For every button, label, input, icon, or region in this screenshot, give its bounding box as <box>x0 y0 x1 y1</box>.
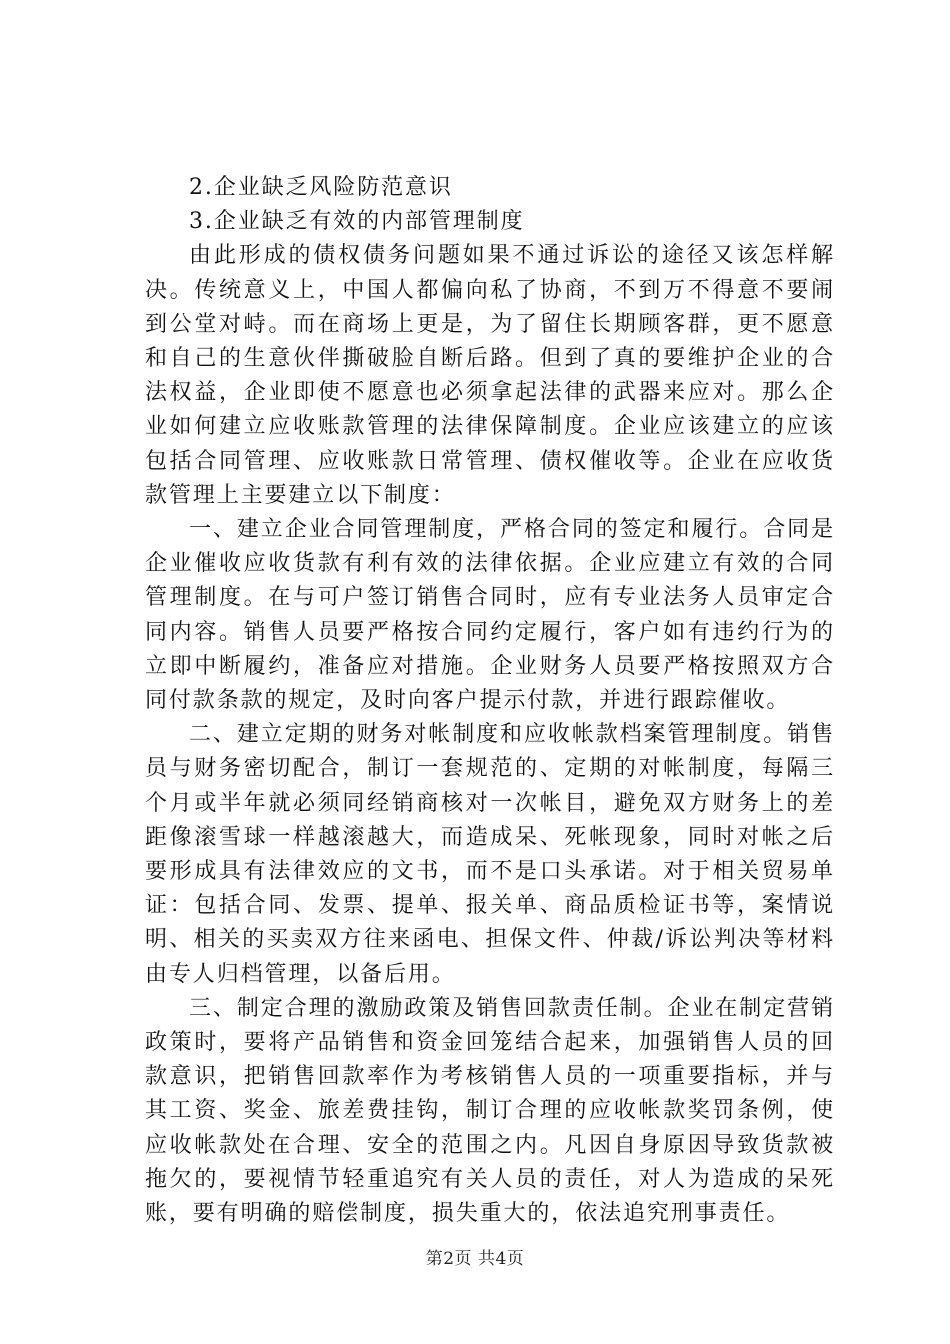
paragraph-risk-awareness: 2.企业缺乏风险防范意识 <box>189 175 453 200</box>
paragraph-debt-resolution: 由此形成的债权债务问题如果不通过诉讼的途径又该怎样解决。传统意义上，中国人都偏向私了协商，不到万不得意不要闹到公堂对峙。而在商场上更是，为了留住长期顾客群，更不愿意和自己的生意伙伴撕破脸自断后路。但到了真的要维护企业的合法权益，企业即使不愿意也必须拿起法律的武器来应对。那么企业如何建立应收账款管理的法律保障制度。企业应该建立的应该包括合同管理、应收账款日常管理、债权催收等。企业在应收货款管理上主要建立以下制度： <box>145 243 835 508</box>
paragraph-incentive-policy: 三、制定合理的激励政策及销售回款责任制。企业在制定营销政策时，要将产品销售和资金回笼结合起来，加强销售人员的回款意识，把销售回款率作为考核销售人员的一项重要指标，并与其工资、奖金、旅差费挂钩，制订合理的应收帐款奖罚条例，使应收帐款处在合理、安全的范围之内。凡因自身原因导致货款被拖欠的，要视情节轻重追究有关人员的责任，对人为造成的呆死账，要有明确的赔偿制度，损失重大的，依法追究刑事责任。 <box>145 995 835 1227</box>
paragraph-internal-management: 3.企业缺乏有效的内部管理制度 <box>189 209 525 235</box>
document-body <box>145 171 835 1231</box>
paragraph-contract-management: 一、建立企业合同管理制度，严格合同的签定和履行。合同是企业催收应收货款有利有效的法律依据。企业应建立有效的合同管理制度。在与可户签订销售合同时，应有专业法务人员审定合同内容。销售人员要严格按合同约定履行，客户如有违约行为的立即中断履约，准备应对措施。企业财务人员要严格按照双方合同付款条款的规定，及时向客户提示付款，并进行跟踪催收。 <box>145 517 835 714</box>
paragraph-reconciliation-system: 二、建立定期的财务对帐制度和应收帐款档案管理制度。销售员与财务密切配合，制订一套规范的、定期的对帐制度，每隔三个月或半年就必须同经销商核对一次帐目，避免双方财务上的差距像滚雪球一样越滚越大，而造成呆、死帐现象，同时对帐之后要形成具有法律效应的文书，而不是口头承诺。对于相关贸易单证：包括合同、发票、提单、报关单、商品质检证书等，案情说明、相关的买卖双方往来函电、担保文件、仲裁/诉讼判决等材料由专人归档管理，以备后用。 <box>145 722 835 987</box>
page-number-footer: 第2页 共4页 <box>425 1249 525 1269</box>
